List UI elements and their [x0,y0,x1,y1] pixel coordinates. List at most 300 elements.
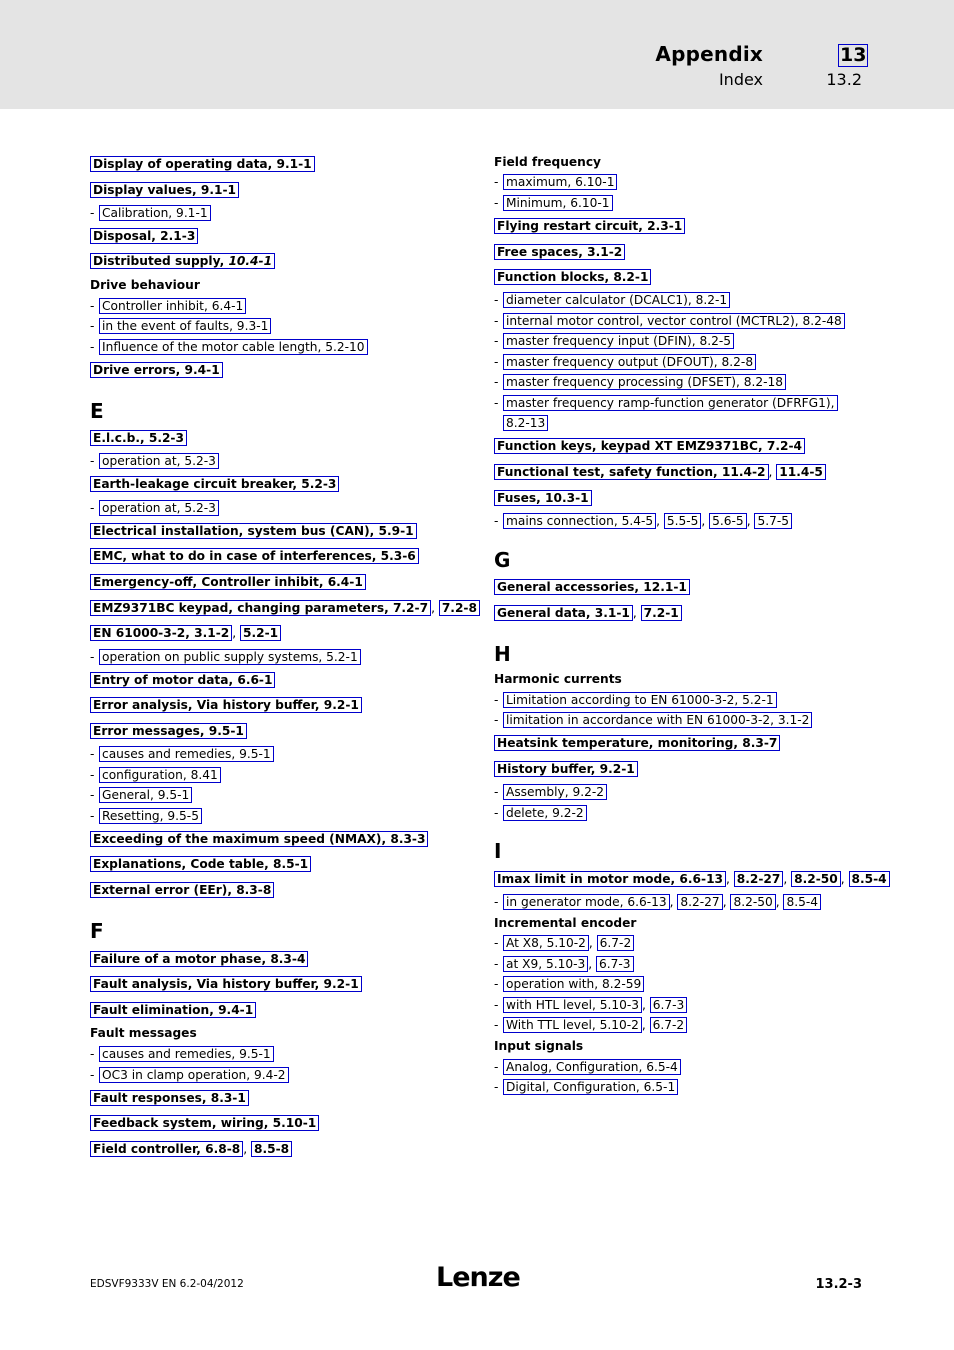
index-link-text: in generator mode, 6.6-13 [506,894,667,909]
ref-separator: , [642,997,650,1012]
index-link-text: in the event of faults, 9.3-1 [102,319,269,333]
index-link-text: Influence of the motor cable length, 5.2-10 [102,339,365,354]
list-dash: - [90,747,95,762]
index-ref-link[interactable]: 5.2-1 [240,625,281,641]
index-link-text: Disposal, 2.1-3 [93,228,196,243]
index-subentry [90,316,470,337]
index-link-text: Feedback system, wiring, 5.10-1 [93,1116,317,1131]
index-link-text: Fault analysis, Via history buffer, 9.2-1 [93,977,359,992]
list-dash: - [494,977,499,992]
section-number: 13.2 [826,70,862,89]
index-column-right [494,151,887,1098]
index-link[interactable] [503,354,756,370]
index-entry [90,357,470,383]
list-dash: - [494,175,499,190]
index-entry [494,264,874,290]
index-letter-heading: E [90,398,104,423]
index-link[interactable] [90,1002,256,1018]
index-link-text: Earth-leakage circuit breaker, 5.2-3 [93,477,337,492]
index-link[interactable] [503,333,734,349]
index-entry [90,826,470,852]
index-link-text: master frequency ramp-function generator (DFRFG1), [506,395,835,410]
index-entry [90,1085,470,1111]
index-subentry [494,290,874,311]
index-entry [494,434,874,460]
index-link[interactable] [99,453,219,469]
list-dash: - [90,319,95,333]
index-subentry [90,202,470,223]
ref-separator: , [588,956,597,971]
index-link[interactable] [90,882,274,898]
list-dash: - [90,339,95,354]
index-link-text: Display of operating data, 9.1-1 [93,156,312,171]
index-link[interactable] [90,625,232,641]
list-dash: - [90,298,95,313]
index-link-text: with HTL level, 5.10-3 [506,997,640,1012]
index-subentry [90,1044,470,1065]
index-link[interactable] [494,218,685,234]
index-link[interactable] [503,174,617,190]
index-link[interactable] [503,997,642,1013]
index-entry [90,544,470,570]
index-link-text: EMC, what to do in case of interferences, 5.3-6 [93,549,416,564]
index-link[interactable] [503,894,670,910]
index-link[interactable] [503,313,845,329]
index-link[interactable] [503,805,587,821]
index-link[interactable] [503,415,548,431]
index-subentry [90,1064,470,1085]
ref-separator: , [632,605,641,620]
index-link-text: Fault responses, 8.3-1 [93,1090,246,1105]
list-dash: - [494,1018,499,1033]
index-group-heading: Fault messages [90,1026,197,1041]
index-link[interactable] [503,374,786,390]
index-group-heading: Field frequency [494,154,602,169]
index-link[interactable] [90,856,311,872]
index-link-text: General accessories, 12.1-1 [497,579,687,594]
index-link-text: Resetting, 9.5-5 [102,808,199,823]
index-subentry [494,311,874,332]
ref-separator: , [243,1142,251,1157]
index-link[interactable] [494,490,592,506]
index-subentry [90,646,470,667]
index-entry [90,692,470,718]
index-link[interactable] [99,298,246,314]
index-link-text: Assembly, 9.2-2 [506,785,605,800]
index-link-text: EN 61000-3-2, 3.1-2 [93,626,230,641]
index-entry [494,866,887,892]
index-subentry [494,933,874,954]
index-link[interactable] [503,195,613,211]
list-dash: - [494,805,499,820]
index-subentry [494,892,874,913]
index-ref-link[interactable]: 8.2-27 [734,871,784,887]
list-dash: - [494,313,499,328]
index-link-text: Fuses, 10.3-1 [497,490,589,505]
list-dash: - [90,454,95,469]
index-link-text: causes and remedies, 9.5-1 [102,1047,271,1062]
ref-separator: , [775,894,784,909]
index-entry [90,518,470,544]
lenze-logo: Lenze [436,1262,520,1293]
index-link-text: maximum, 6.10-1 [506,175,615,190]
list-dash: - [494,785,499,800]
index-group-heading: Input signals [494,1039,584,1054]
index-link-text: Error analysis, Via history buffer, 9.2-1 [93,698,359,713]
index-entry [90,472,470,498]
index-link-text: Entry of motor data, 6.6-1 [93,672,273,687]
index-link-text: Calibration, 9.1-1 [102,205,208,220]
index-link-text: Digital, Configuration, 6.5-1 [506,1080,676,1095]
index-subentry [90,764,470,785]
index-link[interactable] [503,513,656,529]
index-ref-link[interactable]: 6.7-2 [597,935,635,951]
index-ref-link[interactable]: 8.2-50 [791,871,841,887]
index-link[interactable] [494,605,633,621]
index-entry [494,213,874,239]
index-link[interactable] [494,871,726,887]
index-subentry [494,1015,874,1036]
index-link-text: Free spaces, 3.1-2 [497,244,623,259]
list-dash: - [494,997,499,1012]
index-link-text: Imax limit in motor mode, 6.6-13 [497,871,724,886]
index-entry [90,852,470,878]
index-link-text: Failure of a motor phase, 8.3-4 [93,951,306,966]
index-group-heading: Harmonic currents [494,672,622,686]
index-link-text: Limitation according to EN 61000-3-2, 5.2-1 [506,692,774,707]
index-letter-heading: H [494,642,511,666]
index-link-text: delete, 9.2-2 [506,805,584,820]
ref-separator: , [656,513,664,528]
index-link[interactable] [503,395,838,411]
index-subentry [494,1077,874,1098]
index-subentry [90,336,470,357]
index-link-text: Controller inhibit, 6.4-1 [102,298,244,313]
index-subentry [90,744,470,765]
index-subentry [494,511,874,532]
page-header [0,0,954,109]
list-dash: - [494,354,499,369]
index-link-text: master frequency output (DFOUT), 8.2-8 [506,354,754,369]
ref-separator: , [431,600,439,615]
index-link-text: 8.2-13 [506,416,546,431]
index-link-text: With TTL level, 5.10-2 [506,1018,639,1033]
list-dash: - [90,649,95,664]
ref-separator: , [840,871,849,886]
index-subentry [494,413,874,434]
index-link[interactable] [99,1067,289,1083]
index-link[interactable] [99,808,202,824]
index-link-text: Error messages, 9.5-1 [93,723,244,738]
index-link-text: operation at, 5.2-3 [102,500,216,515]
index-link[interactable] [90,697,362,713]
header-subtitle: Index [718,70,763,89]
index-link-text: Function blocks, 8.2-1 [497,270,649,285]
index-subentry [90,295,470,316]
index-link[interactable] [503,692,777,708]
index-subentry [494,710,874,731]
list-dash: - [494,375,499,390]
index-ref-link[interactable]: 8.2-50 [730,894,775,910]
index-link-text: configuration, 8.41 [102,767,218,782]
index-letter-heading: F [90,919,104,944]
index-ref-link[interactable]: 5.6-5 [709,513,747,529]
index-subentry [494,372,874,393]
index-ref-link[interactable]: 7.2-1 [641,605,682,621]
index-link-text: Electrical installation, system bus (CAN), 5.9-1 [93,523,414,538]
index-entry [90,223,470,249]
index-link-text: causes and remedies, 9.5-1 [102,747,271,762]
index-subentry [494,782,874,803]
index-link-text: operation on public supply systems, 5.2-1 [102,649,358,664]
index-link-text: OC3 in clamp operation, 9.4-2 [102,1067,286,1082]
list-dash: - [494,713,499,728]
index-link-text: diameter calculator (DCALC1), 8.2-1 [506,293,728,308]
index-entry [90,1136,470,1162]
ref-separator: , [641,1018,650,1033]
index-link-text: operation with, 8.2-59 [506,977,642,992]
index-link[interactable] [503,976,644,992]
index-link[interactable] [494,244,625,260]
list-dash: - [90,205,95,220]
index-link[interactable] [99,339,368,355]
index-ref-link[interactable]: 6.7-3 [596,956,634,972]
index-entry [90,151,470,177]
index-link[interactable] [99,318,271,334]
index-ref-link[interactable]: 7.2-8 [439,600,480,616]
index-link-text: Flying restart circuit, 2.3-1 [497,218,683,233]
list-dash: - [90,1067,95,1082]
index-group-heading: Incremental encoder [494,915,637,930]
index-entry [494,756,874,782]
index-subentry [494,172,874,193]
index-link-text: Minimum, 6.10-1 [506,195,610,210]
index-link[interactable] [90,1141,243,1157]
header-title: Appendix [655,42,763,66]
index-link-text: Emergency-off, Controller inhibit, 6.4-1 [93,575,363,590]
index-link[interactable] [90,476,339,492]
index-link[interactable] [503,956,588,972]
ref-separator: , [232,626,240,641]
list-dash: - [494,956,499,971]
index-letter-heading: I [494,839,502,864]
ref-separator: , [746,513,755,528]
index-link[interactable] [99,500,219,516]
index-link-text: EMZ9371BC keypad, changing parameters, 7.2-7 [93,600,429,615]
index-link[interactable] [90,1115,319,1131]
list-dash: - [494,195,499,210]
index-subentry [494,331,874,352]
index-link-text: Exceeding of the maximum speed (NMAX), 8.3-3 [93,831,426,846]
index-entry [90,621,470,647]
index-ref-link[interactable]: 5.7-5 [754,513,792,529]
index-entry [494,574,874,600]
index-link-text: Explanations, Code table, 8.5-1 [93,857,309,872]
index-subentry [494,995,874,1016]
index-link[interactable] [503,935,589,951]
index-subentry [494,690,874,711]
index-entry [90,667,470,693]
index-ref-link[interactable]: 6.7-3 [650,997,688,1013]
index-entry [90,177,470,203]
ref-separator: , [701,513,710,528]
list-dash: - [494,1080,499,1095]
index-link-text: master frequency processing (DFSET), 8.2-18 [506,375,784,390]
index-subentry [494,974,874,995]
index-link[interactable] [90,672,275,688]
index-link[interactable] [494,579,690,595]
index-subentry [494,954,874,975]
index-link[interactable] [503,292,730,308]
list-dash: - [494,334,499,349]
index-link-text: at X9, 5.10-3 [506,956,586,971]
index-link[interactable] [494,761,638,777]
index-link[interactable] [90,253,275,269]
index-link[interactable] [90,723,247,739]
index-subentry [90,451,470,472]
index-subentry [494,352,874,373]
list-dash: - [494,894,499,909]
index-link-text: E.l.c.b., 5.2-3 [93,431,184,446]
index-link[interactable] [90,951,308,967]
list-dash: - [494,513,499,528]
index-link[interactable] [503,1059,681,1075]
index-ref-link[interactable]: 8.5-8 [251,1141,292,1157]
ref-separator: , [722,894,731,909]
index-entry [90,972,470,998]
index-subentry [90,805,470,826]
list-dash: - [494,936,499,951]
index-link[interactable] [90,182,239,198]
index-entry [494,731,874,757]
index-entry [90,718,470,744]
ref-separator: , [768,465,777,480]
page-number: 13.2-3 [815,1277,862,1292]
index-link-text: internal motor control, vector control (MCTRL2), 8.2-48 [506,313,842,328]
list-dash: - [90,1047,95,1062]
list-dash: - [90,500,95,515]
index-link[interactable] [90,523,417,539]
index-link[interactable] [99,1046,274,1062]
index-link-text: master frequency input (DFIN), 8.2-5 [506,334,731,349]
index-link[interactable] [494,438,805,454]
chapter-number-link[interactable]: 13 [840,44,867,66]
index-entry [90,249,470,275]
index-subentry [494,802,874,823]
index-link[interactable] [99,649,361,665]
index-entry [90,1111,470,1137]
index-entry [494,600,874,626]
index-link-text: General data, 3.1-1 [497,605,630,620]
index-link-text: Drive errors, 9.4-1 [93,362,220,377]
index-link[interactable] [90,976,362,992]
index-link-text: operation at, 5.2-3 [102,454,216,469]
index-link-text: Display values, 9.1-1 [93,182,237,197]
index-link[interactable] [99,746,274,762]
list-dash: - [494,293,499,308]
index-ref-link[interactable]: 8.5-4 [849,871,890,887]
index-link-text: Field controller, 6.8-8 [93,1142,241,1157]
index-entry [90,569,470,595]
list-dash: - [90,788,95,803]
index-link[interactable] [90,1090,249,1106]
index-entry [90,946,470,972]
index-link[interactable] [503,1017,642,1033]
list-dash: - [494,692,499,707]
index-link[interactable] [494,269,651,285]
index-link-text: Function keys, keypad XT EMZ9371BC, 7.2-4 [497,439,803,454]
document-id: EDSVF9333V EN 6.2-04/2012 [90,1278,244,1290]
index-link-text: Functional test, safety function, 11.4-2 [497,465,766,480]
index-link-ref: 10.4-1 [228,254,273,269]
index-link-text: Heatsink temperature, monitoring, 8.3-7 [497,736,778,751]
index-link[interactable] [503,712,812,728]
index-ref-link[interactable]: 8.5-4 [783,894,821,910]
index-link-text: History buffer, 9.2-1 [497,762,635,777]
index-group-heading: Drive behaviour [90,277,200,292]
index-ref-link[interactable]: 6.7-2 [650,1017,688,1033]
index-entry [90,595,477,621]
index-ref-link[interactable]: 11.4-5 [776,464,826,480]
index-link[interactable] [90,574,366,590]
index-link[interactable] [503,784,607,800]
index-column-left [90,151,477,1162]
index-subentry [494,393,874,414]
index-ref-link[interactable]: 8.2-27 [677,894,722,910]
ref-separator: , [588,936,597,951]
list-dash: - [494,395,499,410]
index-link[interactable] [90,831,428,847]
index-entry [494,459,874,485]
index-link[interactable] [503,1079,678,1095]
ref-separator: , [783,871,792,886]
ref-separator: , [669,894,678,909]
index-link[interactable] [90,548,419,564]
index-link[interactable] [90,362,223,378]
index-link[interactable] [90,228,198,244]
index-link[interactable] [494,464,769,480]
list-dash: - [494,1059,499,1074]
index-link-text: mains connection, 5.4-5 [506,513,654,528]
index-link-text: General, 9.5-1 [102,788,190,803]
index-link[interactable] [90,430,187,446]
index-entry [90,877,470,903]
index-link[interactable] [99,787,192,803]
list-dash: - [90,767,95,782]
index-subentry [494,1057,874,1078]
index-link[interactable] [90,600,431,616]
index-entry [90,425,470,451]
index-link[interactable] [99,205,211,221]
index-subentry [90,785,470,806]
ref-separator: , [726,871,734,886]
index-link-text: Distributed supply, [93,254,229,269]
index-letter-heading: G [494,547,511,572]
index-entry [494,485,874,511]
index-ref-link[interactable]: 5.5-5 [664,513,702,529]
index-link-text: limitation in accordance with EN 61000-3-2, 3.1-2 [506,713,810,728]
index-entry [494,239,874,265]
index-link[interactable] [494,735,780,751]
index-link-text: External error (EEr), 8.3-8 [93,883,272,898]
index-link-text: At X8, 5.10-2 [506,936,586,951]
index-link[interactable] [90,156,315,172]
index-link[interactable] [99,767,221,783]
index-link-text: Fault elimination, 9.4-1 [93,1003,254,1018]
index-subentry [494,193,874,214]
index-subentry [90,497,470,518]
list-dash: - [90,808,95,823]
